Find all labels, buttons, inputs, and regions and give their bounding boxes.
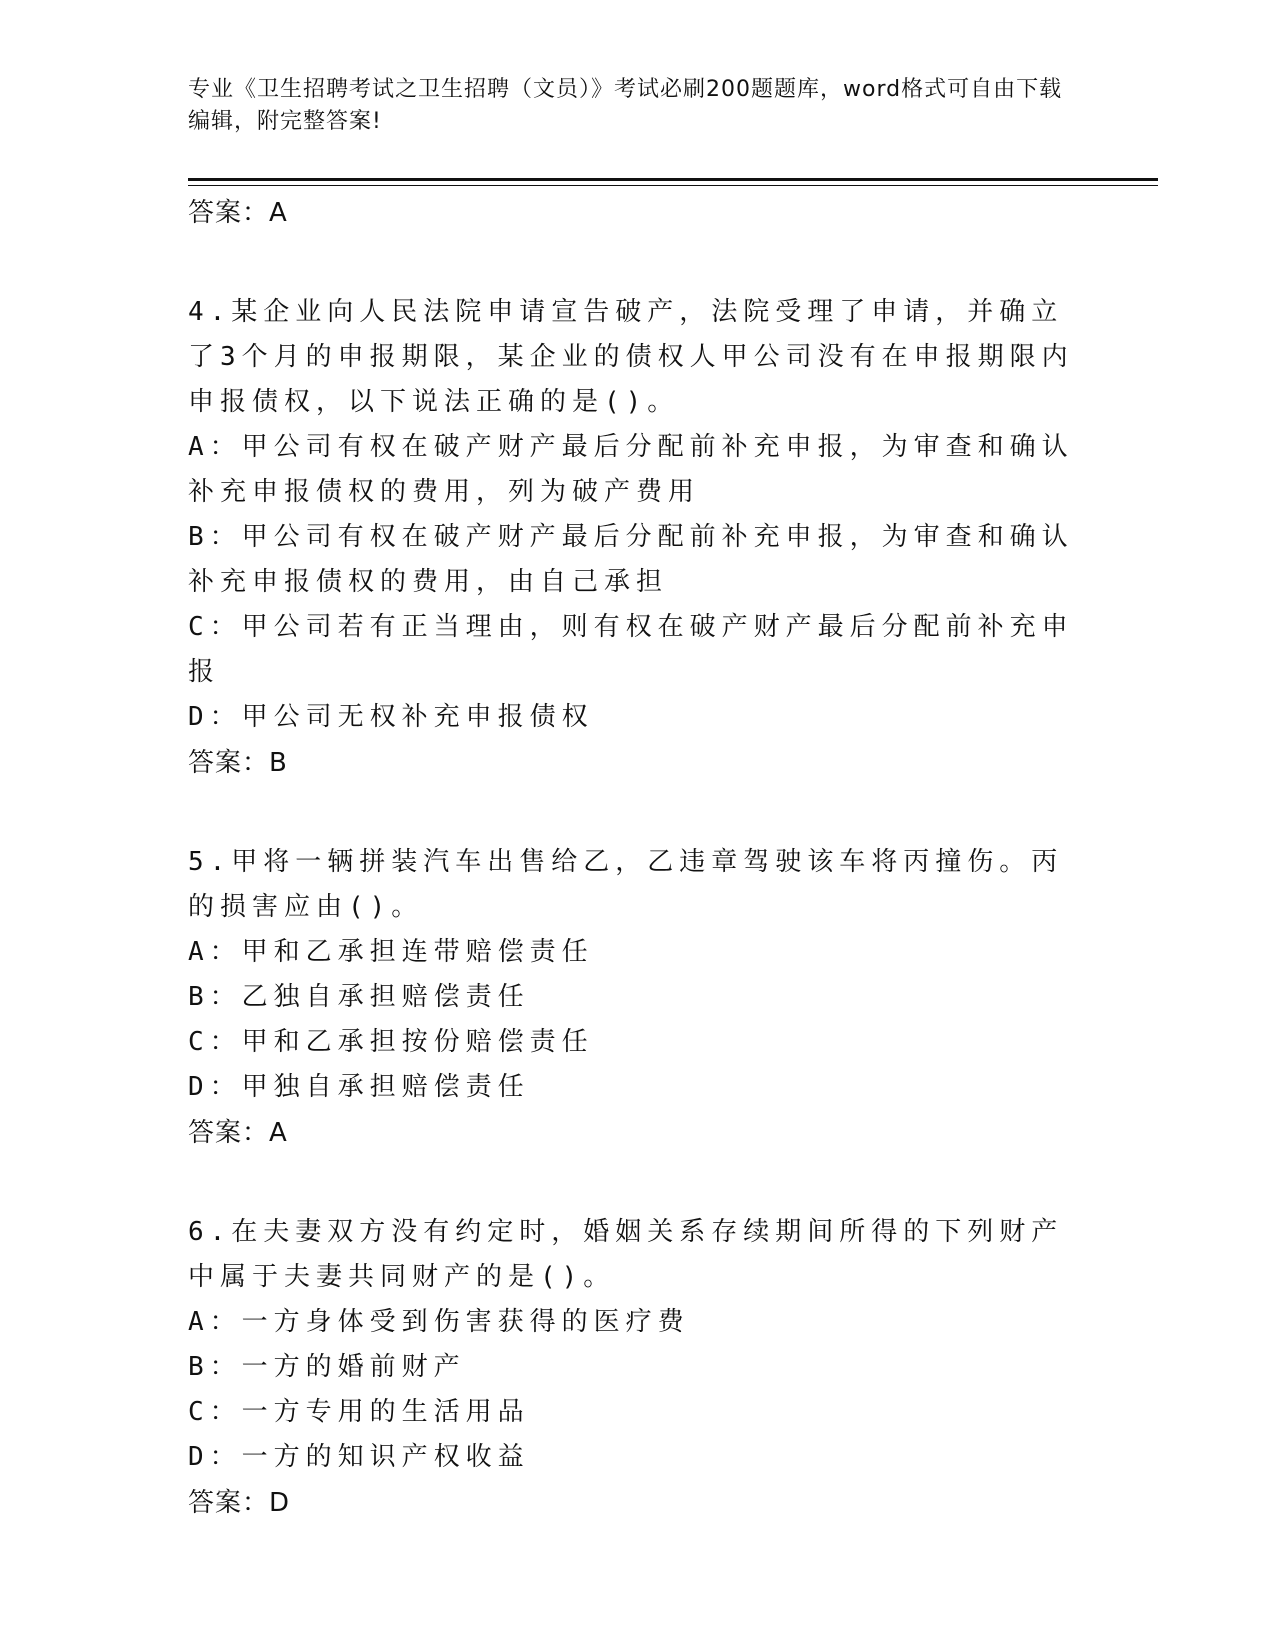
option-d: D：一方的知识产权收益	[188, 1442, 530, 1472]
answer-line: 答案：B	[188, 748, 288, 778]
option-c: C：甲和乙承担按份赔偿责任	[188, 1027, 594, 1057]
page-header-title: 专业《卫生招聘考试之卫生招聘（文员）》考试必刷200题题库，word格式可自由下载编辑，附完整答案!	[188, 77, 1063, 134]
header-divider-thin	[188, 185, 1158, 186]
option-a: A：甲和乙承担连带赔偿责任	[188, 937, 594, 967]
option-c: C：一方专用的生活用品	[188, 1397, 530, 1427]
answer-line: 答案：A	[188, 198, 288, 228]
question-list	[188, 190, 1088, 1526]
option-d: D：甲公司无权补充申报债权	[188, 702, 594, 732]
question-block	[188, 1210, 1088, 1526]
answer-line: 答案：A	[188, 1118, 288, 1148]
question-stem: 6.在夫妻双方没有约定时，婚姻关系存续期间所得的下列财产中属于夫妻共同财产的是()。	[188, 1217, 1064, 1292]
option-c: C：甲公司若有正当理由，则有权在破产财产最后分配前补充申报	[188, 612, 1074, 687]
option-b: B：甲公司有权在破产财产最后分配前补充申报，为审查和确认补充申报债权的费用，由自己承担	[188, 522, 1074, 597]
option-a: A：甲公司有权在破产财产最后分配前补充申报，为审查和确认补充申报债权的费用，列为破产费用	[188, 432, 1074, 507]
question-block	[188, 290, 1088, 786]
answer-line: 答案：D	[188, 1488, 291, 1518]
question-block	[188, 840, 1088, 1156]
question-stem: 5.甲将一辆拼装汽车出售给乙，乙违章驾驶该车将丙撞伤。丙的损害应由()。	[188, 847, 1064, 922]
option-b: B：一方的婚前财产	[188, 1352, 466, 1382]
option-a: A：一方身体受到伤害获得的医疗费	[188, 1307, 690, 1337]
option-d: D：甲独自承担赔偿责任	[188, 1072, 530, 1102]
header-divider-thick	[188, 178, 1158, 181]
question-stem: 4.某企业向人民法院申请宣告破产，法院受理了申请，并确立了3个月的申报期限，某企业的债权人甲公司没有在申报期限内申报债权，以下说法正确的是()。	[188, 297, 1074, 417]
option-b: B：乙独自承担赔偿责任	[188, 982, 530, 1012]
